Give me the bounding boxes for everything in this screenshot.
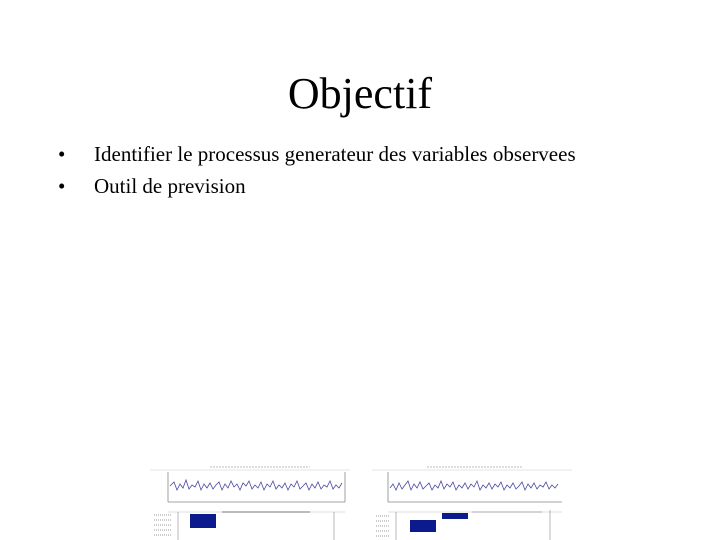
time-series-thumbnail-left-graphic	[150, 462, 350, 540]
time-series-thumbnail-right	[372, 462, 572, 540]
time-series-thumbnail-right-graphic	[372, 462, 572, 540]
bullet-item	[58, 170, 576, 202]
bullet-list	[58, 138, 576, 202]
time-series-thumbnail-left	[150, 462, 350, 540]
bullet-item	[58, 138, 576, 170]
bullet-text: Outil de prevision	[94, 174, 246, 198]
slide-title: Objectif	[287, 69, 433, 118]
bullet-marker: •	[58, 142, 66, 166]
bullet-marker: •	[58, 174, 66, 198]
bullet-text: Identifier le processus generateur des variables observees	[94, 142, 576, 166]
